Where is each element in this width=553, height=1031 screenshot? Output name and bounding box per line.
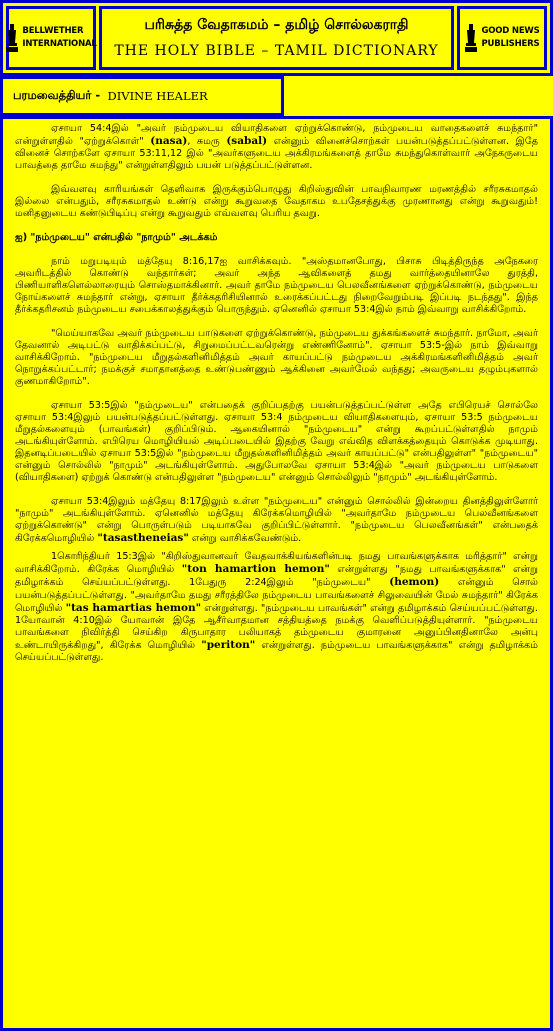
logo-text-line: GOOD NEWS <box>481 26 540 36</box>
lamp-icon <box>464 23 478 53</box>
section-title-tamil: பரமவைத்தியர் - <box>13 88 101 102</box>
paragraph: "மெய்யாகவே அவர் நம்முடைய பாடுகளை ஏற்றுக்கொண்டு, நம்முடைய துக்கங்களைச் சுமந்தார். நாமோ, அவர் தேவனால் அடிபட்டு வாதிக்கப்பட்டு, சிறுமைப்பட்டவரென்று எண்ணினோம்". ஏசாயா 53:5-இல் நாம் இவ்வாறு வாசிக்கிறோம். "நம்முடைய மீறுதல்களினிமித்தம் அவர் காயப்பட்டு நம்முடைய அக்கிரமங்களினிமித்தம் அவர் நொறுக்கப்பட்டார்; நமக்குச் சமாதானத்தை உண்டுபண்ணும் ஆக்கினை அவர்மேல் வந்தது; அவருடைய தழும்புகளால் குணமாகிறோம்". <box>15 327 538 388</box>
paragraph-text: 1கொரிந்தியர் 15:3இல் "கிறிஸ்துவானவர் வேதவாக்கியங்களின்படி நமது பாவங்களுக்காக மரித்தார்" என்று வாசிக்கிறோம். கிரேக்க மொழியில் <box>15 551 538 576</box>
header-banner <box>0 0 553 76</box>
paragraph <box>15 496 538 545</box>
paragraph-text: என்று வாசிக்கவேண்டும். <box>188 533 302 545</box>
lamp-icon <box>5 23 19 53</box>
paragraph-text: ஏசாயா 53:4இலும் மத்தேயு 8:17இலும் உள்ள "நம்முடைய" என்னும் சொல்லில் இன்றைய தினத்திலுள்ளோர் "நாமும்" அடங்கியுள்ளோம். ஏனெனில் மத்தேயு கிரேக்கமொழியில் "அவர்தாமே நம்முடைய பெலவீனங்களை ஏற்றுக்கொண்டு" என்று பொருள்படும் படியாகவே குறிப்பிட்டுள்ளார். "நம்முடைய பெலவீனங்கள்" என்பதைக் கிரேக்கமொழியில் <box>15 495 538 545</box>
article-body <box>0 116 553 1031</box>
paragraph-text: என்றுள்ளது. "நம்முடைய பாவங்கள்" என்று தமிழாக்கம் செய்யப்பட்டுள்ளது. 1யோவான் 4:10இல் யோவான் இதே ஆசீர்வாதமான சத்தியத்தை நமக்கு வெளிப்படுத்தியுள்ளார். "நம்முடைய பாவங்களை நிவிர்த்தி செய்கிற கிருபாதார பலியாகத் தம்முடைய குமாரனை அனுப்பினதினாலே அன்பு உண்டாயிருக்கிறது", கிரேக்க மொழியில் <box>15 602 538 651</box>
greek-term: "tasastheneias" <box>97 532 189 545</box>
paragraph-text: , சுமரு <box>187 136 227 148</box>
paragraph-text: ஏசாயா 54:4இல் "அவர் நம்முடைய வியாதிகளை ஏற்றுக்கொண்டு, நம்முடைய வாதைகளைச் சுமந்தார்" என்றுள்ளதில் "ஏற்றுக்கொள்" <box>15 123 538 148</box>
section-title <box>0 76 284 116</box>
bellwether-logo <box>6 6 96 70</box>
paragraph: நாம் மறுபடியும் மத்தேயு 8:16,17ஐ வாசிக்கவும். "அஸ்தமானபோது, பிசாசு பிடித்திருந்த அநேகரை அவரிடத்தில் கொண்டு வந்தார்கள்; அவர் அந்த ஆவிகளைத் தமது வார்த்தையினாலே துரத்தி, பிணியாளிகளெல்லாரையும் சொஸ்தமாக்கினார். அவர் தாமே நம்முடைய பெலவீனங்களை ஏற்றுக்கொண்டு, நம்முடைய நோய்களைச் சுமந்தார் என்று, ஏசாயா தீர்க்கதரிசியினால் உரைக்கப்பட்டது நிறைவேறும்படி இப்படி நடந்தது". இந்த தீர்க்கதரிசனம் நம்முடைய சபைக்காலத்துக்கும் பொருந்தும். ஏனெனில் ஏசாயா 53:4இல் நாம் இவ்வாறு வாசிக்கிறோம். <box>15 255 538 316</box>
paragraph: ஏசாயா 53:5இல் "நம்முடைய" என்பதைக் குறிப்பதற்கு பயன்படுத்தப்பட்டுள்ள அதே எபிரெயச் சொல்லே ஏசாயா 53:4இலும் பயன்படுத்தப்பட்டுள்ளது. ஏசாயா 53:4 நம்முடைய வியாதிகளையும், ஏசாயா 53:5 நம்முடைய மீறுதல்களையும் (பாவங்கள்) குறிப்பிடும். ஆகையினால் "நம்முடைய" என்று கூறப்பட்டுள்ளதில் நாமும் அடங்கியுள்ளோம். எபிரெய மொழியியல் அடிப்படையில் இதற்கு வேறு எவ்வித விளக்கத்தையும் கொடுக்க முடியாது. இதனடிப்படையில் ஏசாயா 53:5இல் "நம்முடைய மீறுதல்களினிமித்தம் அவர் காயப்பட்டு" என்பதிலுள்ள" "நம்முடைய" என்னும் சொல்லில் "நாமும்" அடங்கியுள்ளோம். அதுபோலவே ஏசாயா 53:4இல் "அவர் நம்முடைய பாடுகளை (வியாதிகளை) ஏற்றுக் கொண்டு என்பதிலுள்ள "நம்முடைய" என்னும் சொல்லிலும் "நாமும்" அடங்கியுள்ளோம். <box>15 399 538 484</box>
greek-term: (sabal) <box>226 135 268 148</box>
greek-term: (nasa) <box>150 135 188 148</box>
greek-term: (hemon) <box>389 576 440 589</box>
logo-text-line: PUBLISHERS <box>481 39 540 49</box>
title-english: THE HOLY BIBLE – TAMIL DICTIONARY <box>114 43 439 59</box>
paragraph-text: என்னும் வினைச்சொற்கள் பயன்படுத்தப்பட்டுள்ளன. இதே வினைச் சொற்களே ஏசாயா 53:11,12 இல் "அவர்களுடைய அக்கிரமங்களைத் தாமே சுமந்துகொள்வார் அநேகருடைய பாவத்தை தாமே சுமந்து" என்றுள்ளதிலும் பயன் படுத்தப்பட்டுள்ளன. <box>15 136 538 172</box>
section-title-english: DIVINE HEALER <box>107 89 208 103</box>
title-box <box>99 6 454 70</box>
paragraph <box>15 123 538 172</box>
subsection-heading: ஐ) "நம்முடைய" என்பதில் "நாமும்" அடக்கம் <box>15 231 218 243</box>
greek-term: "tas hamartias hemon" <box>65 601 202 614</box>
paragraph-text: என்றுள்ளது. நம்முடைய பாவங்களுக்காக" என்று தமிழாக்கம் செய்யப்பட்டுள்ளது. <box>15 639 538 663</box>
paragraph-text: என்னும் சொல் பயன்படுத்தப்பட்டுள்ளது. "அவர்தாமே தமது சரீரத்திலே நம்முடைய பாவங்களைச் சிலுவையின் மேல் சுமந்தார்" கிரேக்க மொழியில் <box>15 577 538 614</box>
logo-text-line: INTERNATIONAL <box>22 39 97 49</box>
greek-term: "periton" <box>201 638 256 651</box>
logo-text-line: BELLWETHER <box>22 26 84 36</box>
good-news-logo <box>457 6 547 70</box>
title-tamil: பரிசுத்த வேதாகமம் – தமிழ் சொல்லகராதி <box>144 17 409 33</box>
paragraph: இவ்வளவு காரியங்கள் தெளிவாக இருக்கும்பொழுது கிறிஸ்துவின் பாவநிவாரண மரணத்தில் சரீரசுகமாதல் இல்லை என்பதும், சரீரசுகமாதல் உண்டு என்று கூறுவதை வேதாகம உபதேசத்துக்கு முரணானது என்று கூறுவதும்! மனிதனுடைய கண்டுபிடிப்பு என்று கூறுவதும் எவ்வளவு பெரிய தவறு. <box>15 183 538 220</box>
greek-term: "ton hamartion hemon" <box>181 563 330 576</box>
paragraph <box>15 551 538 664</box>
paragraph-text: என்றுள்ளது "நமது பாவங்களுக்காக" என்று தமிழாக்கம் செய்யப்பட்டுள்ளது. 1பேதுரு 2:24இலும் "நம்முடைய" <box>15 564 538 589</box>
